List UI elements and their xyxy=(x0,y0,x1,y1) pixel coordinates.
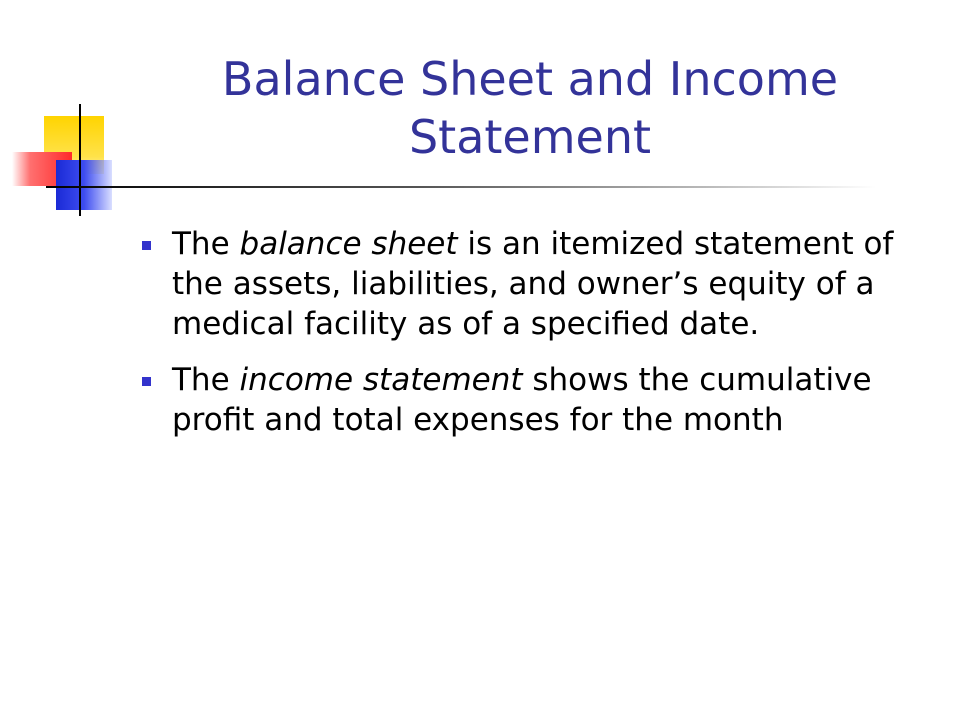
square-bullet-icon xyxy=(142,377,151,386)
bullet-list xyxy=(140,224,940,456)
bullet-body-text: is an itemized statement of the assets, liabilities, and owner’s equity of a medical facility as of a specified date. xyxy=(172,226,894,342)
title-divider-line xyxy=(46,186,876,188)
bullet-term: balance sheet xyxy=(239,226,458,262)
bullet-lead-text: The xyxy=(172,362,240,398)
bullet-term: income statement xyxy=(239,362,523,398)
slide-title: Balance Sheet and Income Statement xyxy=(221,52,839,164)
bullet-body-text: shows the cumulative profit and total expenses for the month xyxy=(172,362,872,438)
square-bullet-icon xyxy=(142,241,151,250)
logo-blue-square xyxy=(56,160,112,210)
bullet-item-balance-sheet xyxy=(140,224,940,344)
logo-vertical-line xyxy=(79,104,81,216)
bullet-item-income-statement xyxy=(140,360,940,440)
bullet-lead-text: The xyxy=(172,226,240,262)
